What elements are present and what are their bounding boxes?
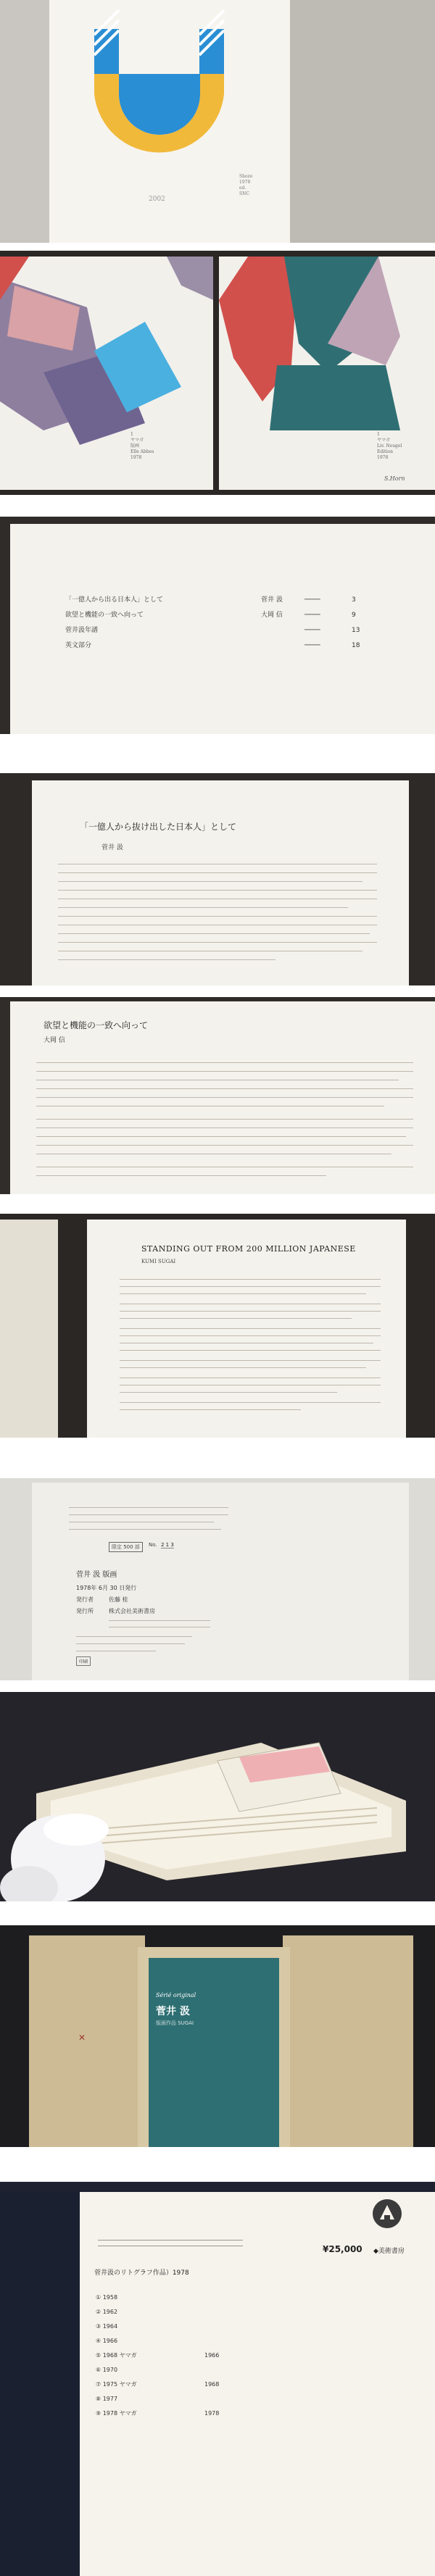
toc-row: 「一億人から出る日本人」として 菅井 汲 ──── 3 bbox=[65, 593, 370, 608]
print-list-item bbox=[96, 2305, 277, 2319]
background-fabric bbox=[0, 2192, 80, 2576]
colophon-book-title: 菅井 汲 版画 bbox=[76, 1571, 117, 1579]
price: ¥25,000 bbox=[323, 2244, 362, 2254]
caption-line: 1978 bbox=[239, 180, 251, 185]
print-list-item bbox=[96, 2348, 277, 2363]
toc-title: 「一億人から出る日本人」として bbox=[65, 596, 164, 604]
photo-colophon[interactable] bbox=[0, 1478, 435, 1680]
cover-subtitle: 版画作品 SUGAI bbox=[156, 2020, 194, 2026]
toc-author: 菅井 汲 bbox=[261, 596, 283, 604]
print-item-label: ⑥ 1970 bbox=[96, 2367, 118, 2373]
print-item-label: ① 1958 bbox=[96, 2294, 118, 2301]
edition-number-label: No. bbox=[149, 1542, 157, 1548]
colophon-publisher: 佐藤 桂 bbox=[109, 1596, 128, 1603]
print-year: 2002 bbox=[149, 196, 165, 203]
photo-cover-print[interactable] bbox=[0, 0, 435, 243]
caption-line: Shozo bbox=[239, 174, 253, 179]
essay-title: 欲望と機能の一致へ向って bbox=[44, 1020, 149, 1030]
colophon-date: 1978年 6月 30 日発行 bbox=[76, 1585, 137, 1591]
photo-essay-page-2[interactable] bbox=[0, 997, 435, 1194]
toc-page-number: 18 bbox=[352, 642, 360, 649]
toc-title: 英文部分 bbox=[65, 642, 92, 649]
print-item-label: ⑦ 1975 ヤマガ bbox=[96, 2381, 137, 2388]
caption-line: Edition bbox=[377, 449, 393, 454]
toc-page-number: 9 bbox=[352, 612, 356, 619]
toc-title: 菅井汲年譜 bbox=[65, 627, 99, 634]
print-item-label: ⑧ 1977 bbox=[96, 2396, 118, 2402]
cover-series: Sérié original bbox=[156, 1992, 196, 1998]
limited-edition-stamp: 限定 500 部 bbox=[109, 1542, 143, 1552]
photo-two-prints[interactable] bbox=[0, 251, 435, 495]
photo-table-of-contents[interactable] bbox=[0, 517, 435, 734]
toc-row: 欲望と機能の一致へ向って 大岡 信 ──── 9 bbox=[65, 608, 370, 623]
photo-price-sheet[interactable] bbox=[0, 2182, 435, 2576]
english-author: KUMI SUGAI bbox=[141, 1259, 176, 1264]
caption-line: 1 bbox=[130, 432, 133, 437]
english-title: STANDING OUT FROM 200 MILLION JAPANESE bbox=[141, 1244, 356, 1254]
essay-title: 「一億人から抜け出した日本人」として bbox=[80, 822, 237, 832]
caption-line: 1978 bbox=[377, 455, 389, 460]
toc-author: 大岡 信 bbox=[261, 612, 283, 619]
portfolio-photo-art bbox=[0, 1692, 435, 1901]
print-item-year: 1966 bbox=[204, 2352, 220, 2359]
background-table bbox=[290, 0, 435, 243]
colophon-issuer: 株式会社美術書房 bbox=[109, 1608, 155, 1614]
essay-author: 大岡 信 bbox=[44, 1037, 65, 1044]
right-print-artwork bbox=[219, 257, 435, 490]
print-item-year: 1978 bbox=[204, 2410, 220, 2417]
print-item-label: ④ 1966 bbox=[96, 2338, 118, 2344]
caption-line: ヤマガ bbox=[377, 438, 391, 443]
case-right-flap bbox=[283, 1935, 413, 2147]
caption-line: ヤマガ bbox=[130, 438, 144, 443]
publisher-logo-icon bbox=[371, 2198, 403, 2230]
price-tagline: ◆美術書房 bbox=[373, 2248, 405, 2255]
cover-title: 菅井 汲 bbox=[156, 2006, 190, 2017]
colophon-printer-label: 印刷 bbox=[76, 1656, 91, 1666]
toc-list bbox=[65, 593, 370, 654]
print-list-item bbox=[96, 2392, 277, 2406]
essay-page bbox=[32, 780, 409, 985]
caption-line: Liv. Neugel bbox=[377, 443, 402, 449]
toc-row: 菅井汲年譜 ──── 13 bbox=[65, 623, 370, 638]
price-sheet-heading: 菅井汲のリトグラフ作品）1978 bbox=[94, 2269, 189, 2277]
caption-line: SNC bbox=[239, 191, 249, 196]
caption-line: ed. bbox=[239, 186, 246, 191]
toc-page-number: 3 bbox=[352, 596, 356, 604]
print-list-item bbox=[96, 2363, 277, 2377]
caption-line: 版画 bbox=[130, 443, 140, 449]
photo-english-section[interactable] bbox=[0, 1214, 435, 1438]
print-artwork bbox=[58, 0, 276, 181]
photo-case-open[interactable] bbox=[0, 1925, 435, 2147]
left-print-caption bbox=[130, 432, 154, 461]
case-clasp-icon: ✕ bbox=[78, 2033, 86, 2043]
print-item-label: ③ 1964 bbox=[96, 2323, 118, 2330]
print-caption bbox=[239, 174, 252, 197]
left-print-artwork bbox=[0, 257, 213, 490]
folded-flap bbox=[0, 1220, 58, 1438]
print-item-label: ⑨ 1978 ヤマガ bbox=[96, 2410, 137, 2417]
print-list bbox=[96, 2291, 277, 2421]
print-item-label: ⑤ 1968 ヤマガ bbox=[96, 2352, 137, 2359]
toc-title: 欲望と機能の一致へ向って bbox=[65, 612, 144, 619]
print-list-item bbox=[96, 2291, 277, 2305]
caption-line: 1 bbox=[377, 432, 380, 437]
print-item-year: 1968 bbox=[204, 2381, 220, 2388]
photo-portfolio-held[interactable] bbox=[0, 1692, 435, 1901]
toc-page-number: 13 bbox=[352, 627, 360, 634]
edition-number: 2 1 3 bbox=[161, 1542, 174, 1548]
print-list-item bbox=[96, 2334, 277, 2348]
essay-author: 菅井 汲 bbox=[102, 844, 123, 851]
caption-line: 1978 bbox=[130, 455, 142, 460]
inner-book-cover bbox=[149, 1958, 279, 2147]
right-print-caption bbox=[377, 432, 402, 461]
print-list-item bbox=[96, 2377, 277, 2392]
toc-row: 英文部分 ──── 18 bbox=[65, 638, 370, 654]
photo-essay-page-1[interactable] bbox=[0, 773, 435, 985]
colophon-publisher-label: 発行者 bbox=[76, 1596, 94, 1603]
colophon-issuer-label: 発行所 bbox=[76, 1608, 94, 1614]
artist-signature: S.Horn bbox=[384, 475, 405, 482]
caption-line: Elle Abbes bbox=[130, 449, 154, 454]
print-list-item bbox=[96, 2319, 277, 2334]
print-item-label: ② 1962 bbox=[96, 2309, 118, 2315]
print-list-item bbox=[96, 2406, 277, 2421]
case-left-flap bbox=[29, 1935, 145, 2147]
